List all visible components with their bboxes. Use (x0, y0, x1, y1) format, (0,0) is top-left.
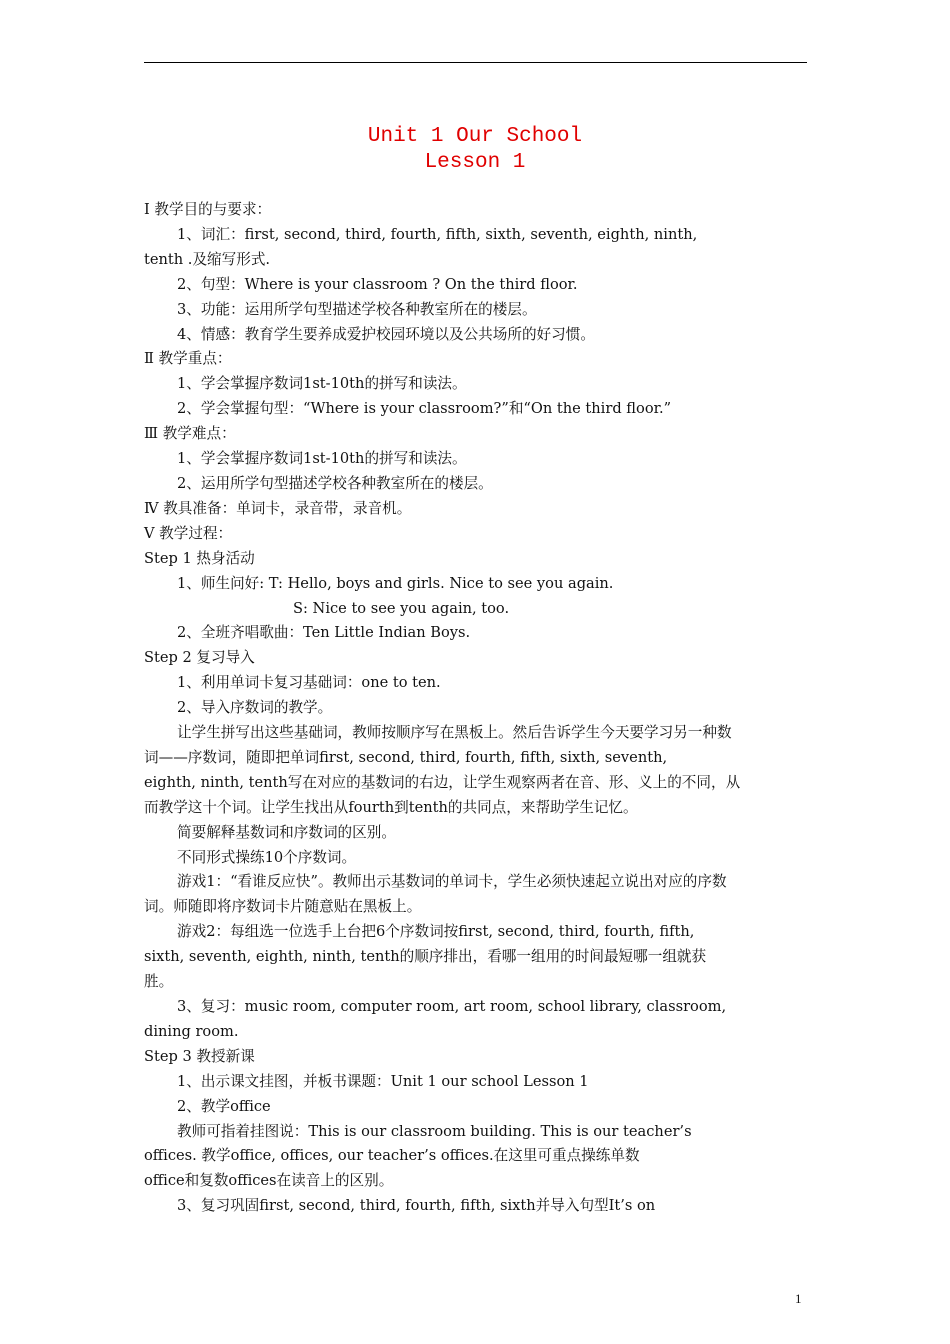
body-line: office和复数offices在读音上的区别。 (144, 1172, 394, 1190)
body-line: 1、学会掌握序数词1st-10th的拼写和读法。 (177, 450, 467, 468)
body-line: 3、功能：运用所学句型描述学校各种教室所在的楼层。 (177, 300, 537, 318)
body-line: 胜。 (144, 973, 174, 991)
section-heading: Ⅲ 教学难点： (144, 425, 236, 443)
page-number: 1 (795, 1291, 802, 1306)
section-heading: Ⅳ 教具准备：单词卡，录音带，录音机。 (144, 499, 412, 517)
doc-subtitle: Lesson 1 (424, 151, 526, 174)
body-line: eighth, ninth, tenth写在对应的基数词的右边，让学生观察两者在音、形、义上的不同，从 (144, 773, 741, 791)
body-line: S: Nice to see you again, too. (293, 599, 510, 617)
body-line: sixth, seventh, eighth, ninth, tenth的顺序排出，看哪一组用的时间最短哪一组就获 (144, 948, 707, 966)
step-heading: Step 2 复习导入 (144, 649, 255, 667)
body-line: 3、复习：music room, computer room, art room, school library, classroom, (177, 998, 727, 1015)
doc-body (144, 198, 807, 1219)
body-line: 而教学这十个词。让学生找出从fourth到tenth的共同点，来帮助学生记忆。 (144, 798, 638, 816)
body-line: 词。师随即将序数词卡片随意贴在黑板上。 (144, 898, 422, 916)
body-line: tenth .及缩写形式. (144, 250, 271, 268)
body-line: 1、词汇：first, second, third, fourth, fifth, sixth, seventh, eighth, ninth, (177, 225, 698, 243)
body-line: offices. 教学office, offices, our teacher’s offices.在这里可重点操练单数 (144, 1147, 640, 1165)
body-line: 2、句型：Where is your classroom ? On the third floor. (177, 275, 578, 293)
body-line: 游戏2：每组选一位选手上台把6个序数词按first, second, third, fourth, fifth, (177, 923, 695, 941)
body-line: 词——序数词，随即把单词first, second, third, fourth, fifth, sixth, seventh, (144, 748, 668, 766)
body-line: 教师可指着挂图说：This is our classroom building. This is our teacher’s (177, 1122, 692, 1140)
body-line: 不同形式操练10个序数词。 (177, 848, 357, 866)
doc-title: Unit 1 Our School (367, 125, 583, 148)
body-line: 简要解释基数词和序数词的区别。 (177, 823, 396, 841)
body-line: 1、利用单词卡复习基础词：one to ten. (177, 674, 441, 692)
section-heading: Ⅴ 教学过程： (144, 524, 233, 542)
body-line: 让学生拼写出这些基础词，教师按顺序写在黑板上。然后告诉学生今天要学习另一种数 (177, 724, 732, 742)
step-heading: Step 3 教授新课 (144, 1047, 255, 1065)
step-heading: Step 1 热身活动 (144, 549, 255, 567)
section-heading: Ⅰ 教学目的与要求： (144, 201, 272, 218)
section-heading: Ⅱ 教学重点： (144, 350, 232, 368)
body-line: 1、出示课文挂图，并板书课题：Unit 1 our school Lesson 1 (177, 1072, 589, 1090)
body-line: dining room. (144, 1022, 239, 1040)
body-line: 4、情感：教育学生要养成爱护校园环境以及公共场所的好习惯。 (177, 325, 595, 343)
body-line: 1、师生问好: T: Hello, boys and girls. Nice to see you again. (177, 574, 614, 592)
body-line: 1、学会掌握序数词1st-10th的拼写和读法。 (177, 375, 467, 393)
body-line: 2、全班齐唱歌曲：Ten Little Indian Boys. (177, 624, 471, 642)
body-line: 2、导入序数词的教学。 (177, 699, 333, 717)
body-line: 2、运用所学句型描述学校各种教室所在的楼层。 (177, 474, 493, 492)
body-line: 2、教学office (177, 1097, 271, 1115)
body-line: 游戏1：“看谁反应快”。教师出示基数词的单词卡，学生必须快速起立说出对应的序数 (177, 873, 727, 891)
body-line: 3、复习巩固first, second, third, fourth, fifth, sixth并导入句型It’s on (177, 1197, 656, 1215)
body-line: 2、学会掌握句型：“Where is your classroom?”和“On the third floor.” (177, 400, 672, 418)
header-rule (144, 62, 807, 63)
